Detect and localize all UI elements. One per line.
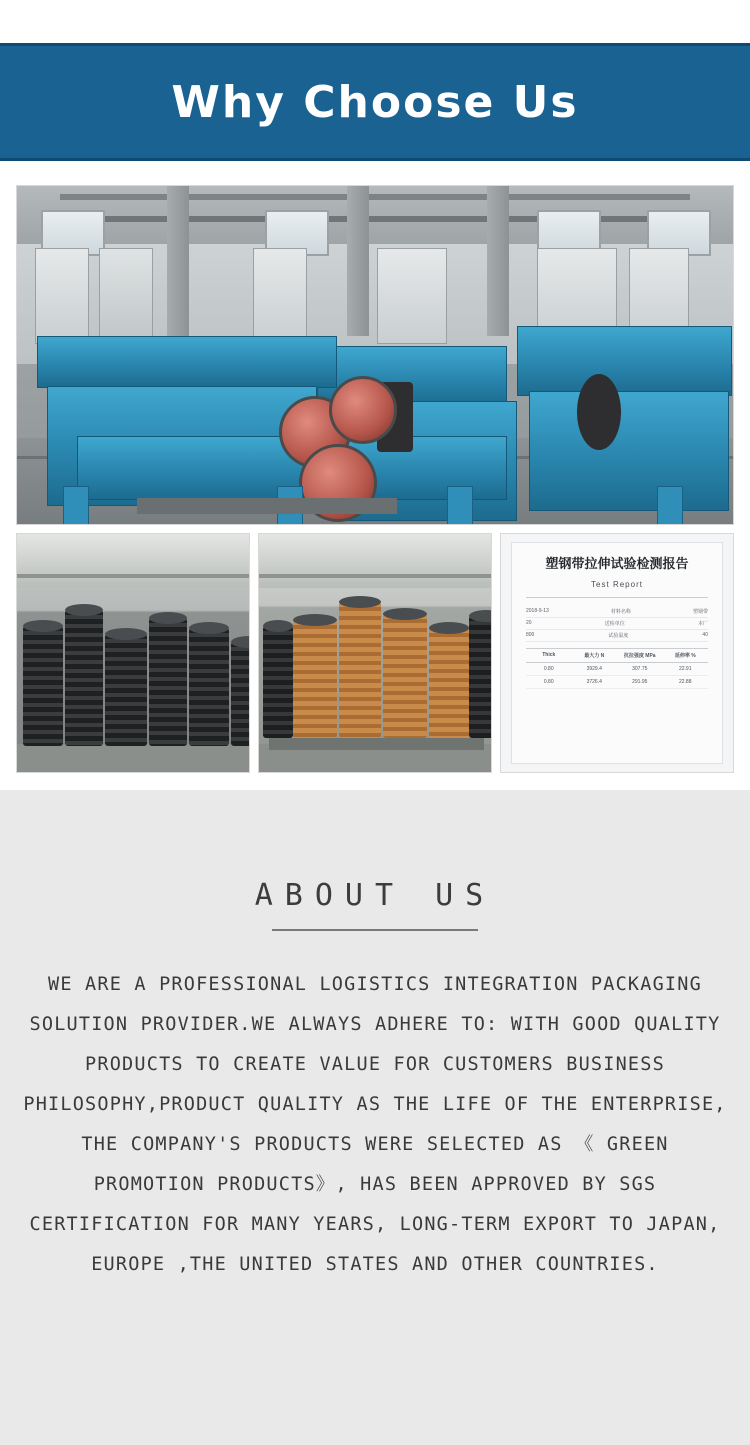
report-page	[511, 542, 723, 764]
coil-top	[23, 620, 63, 632]
dark-drum	[577, 374, 621, 450]
title-underline	[272, 929, 478, 931]
ceiling-beams	[17, 186, 733, 244]
report-title: 塑钢带拉伸试验检测报告	[545, 557, 689, 572]
machine-leg	[657, 486, 683, 525]
coil-stack-kraft	[339, 602, 381, 738]
pallet	[269, 738, 484, 750]
machine-body	[37, 336, 337, 388]
coil-stack	[189, 628, 229, 746]
thumbnail-row	[16, 533, 734, 773]
cell: 3726.4	[586, 679, 602, 685]
about-body-text: WE ARE A PROFESSIONAL LOGISTICS INTEGRATION PACKAGING SOLUTION PROVIDER.WE ALWAYS ADHERE TO: WITH GOOD QUALITY PRODUCTS TO CREATE VALUE FOR CUSTOMERS BUSINESS PHILOSOPHY,PRODUCT QUALITY AS THE LIFE OF THE ENTERPRISE, THE COMPANY'S PRODUCTS WERE SELECTED AS 《 GREEN PROMOTION PRODUCTS》, HAS BEEN APPROVED BY SGS CERTIFICATION FOR MANY YEARS, LONG-TERM EXPORT TO JAPAN, EUROPE ,THE UNITED STATES AND OTHER COUNTRIES.	[23, 974, 727, 1275]
table-header-row	[526, 648, 708, 663]
shed-roof	[259, 534, 491, 588]
cell: 0.80	[543, 666, 554, 672]
table-row	[526, 676, 708, 689]
info-label: 材料名称	[610, 609, 631, 615]
report-subtitle: Test Report	[591, 580, 643, 589]
coil-top	[263, 620, 293, 632]
control-cabinet	[253, 248, 307, 344]
info-value: 塑钢带	[692, 609, 708, 615]
about-us-section	[0, 790, 750, 1445]
duct	[167, 186, 189, 336]
pallet-scene	[259, 534, 491, 772]
coil-top	[65, 604, 103, 616]
cell: 3929.4	[586, 666, 602, 672]
coil-top	[293, 614, 337, 626]
column-header: 延伸率 %	[674, 653, 696, 659]
floor-pallet	[137, 498, 397, 514]
cell: 291.95	[632, 679, 648, 685]
report-scene	[501, 534, 733, 772]
coil-stack-kraft	[429, 628, 469, 738]
coil-top	[339, 596, 381, 608]
coil-top	[469, 610, 492, 622]
control-cabinet	[35, 248, 89, 344]
machine-body	[517, 326, 732, 396]
cell: 22.91	[678, 666, 692, 672]
factory-production-line-photo	[16, 185, 734, 525]
duct	[487, 186, 509, 336]
report-info-row	[526, 630, 708, 642]
photo-gallery	[0, 185, 750, 773]
coil-top	[231, 636, 250, 648]
black-strapping-coils-photo	[16, 533, 250, 773]
coil-stack	[149, 618, 187, 746]
machine-leg	[447, 486, 473, 525]
report-info-row	[526, 618, 708, 630]
report-info-row	[526, 606, 708, 618]
cell: 307.75	[632, 666, 648, 672]
info-left: 2018-9-13	[526, 608, 549, 614]
info-label: 送检单位	[604, 621, 625, 627]
coil-top	[189, 622, 229, 634]
table-row	[526, 663, 708, 676]
coil-top	[105, 628, 147, 640]
coil-top	[383, 608, 427, 620]
coil-stack	[23, 626, 63, 746]
warehouse-scene	[17, 534, 249, 772]
factory-scene	[17, 186, 733, 524]
coil-stack	[231, 642, 250, 746]
test-report-photo	[500, 533, 734, 773]
machine-body	[529, 391, 729, 511]
info-left: 20	[526, 620, 532, 626]
cell: 22.88	[678, 679, 692, 685]
why-choose-us-banner	[0, 43, 750, 161]
column-header: Thick	[542, 652, 556, 658]
coil-top	[149, 612, 187, 624]
coil-top	[429, 622, 469, 634]
control-cabinet	[377, 248, 447, 344]
report-table	[526, 648, 708, 689]
coil-stack-black	[469, 616, 492, 738]
about-title: ABOUT US	[254, 878, 496, 913]
report-info-grid	[526, 606, 708, 642]
coil-stack-black	[263, 626, 293, 738]
info-left: 800	[526, 632, 535, 638]
divider	[526, 597, 708, 598]
red-reel	[329, 376, 397, 444]
column-header: 最大力 N	[584, 653, 605, 659]
coil-stack	[105, 634, 147, 746]
control-cabinet	[99, 248, 153, 344]
machine-leg	[63, 486, 89, 525]
column-header: 抗拉强度 MPa	[623, 653, 656, 659]
shed-roof	[17, 534, 249, 588]
coil-stack-kraft	[293, 620, 337, 738]
coil-stack-kraft	[383, 614, 427, 738]
kraft-strapping-coils-photo	[258, 533, 492, 773]
info-value: 本厂	[697, 621, 708, 627]
ground	[17, 744, 249, 772]
info-label: 试验温度	[608, 633, 629, 639]
info-value: 40	[702, 632, 708, 638]
cell: 0.80	[543, 679, 554, 685]
duct	[347, 186, 369, 336]
banner-title: Why Choose Us	[171, 76, 579, 128]
coil-stack	[65, 610, 103, 746]
